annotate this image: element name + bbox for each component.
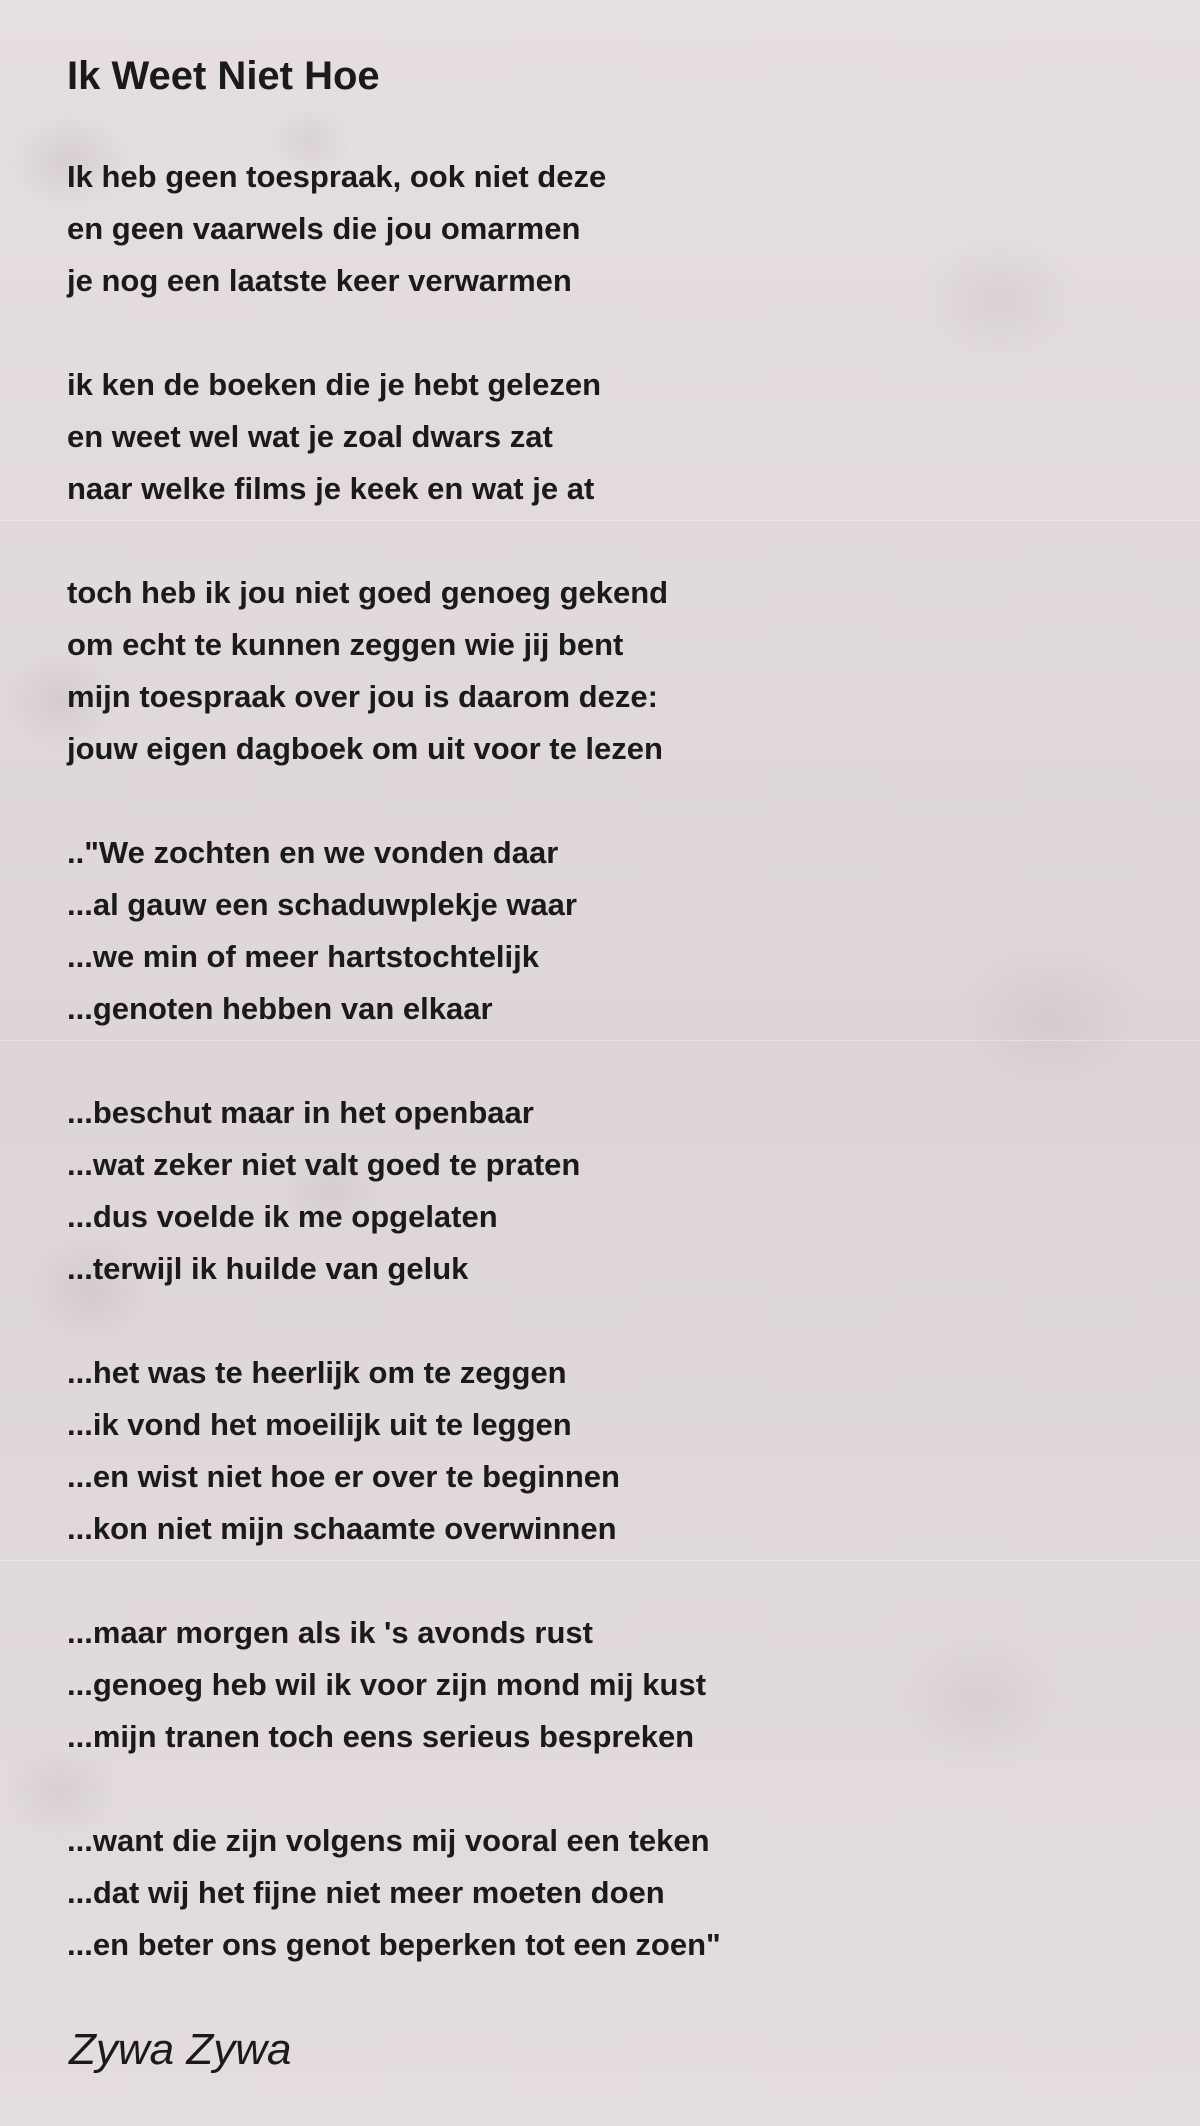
poem-line: om echt te kunnen zeggen wie jij bent: [67, 627, 624, 662]
stanza-4: [67, 827, 1127, 1035]
poem-line: ik ken de boeken die je hebt gelezen: [67, 367, 602, 402]
poem-line: ...beschut maar in het openbaar: [67, 1095, 534, 1130]
poem-line: ...ik vond het moeilijk uit te leggen: [67, 1407, 572, 1442]
poem-line: ...kon niet mijn schaamte overwinnen: [67, 1511, 617, 1546]
poem-line: ...terwijl ik huilde van geluk: [67, 1251, 469, 1286]
stanza-3: [67, 567, 1127, 775]
poem-line: ...dat wij het fijne niet meer moeten doen: [67, 1875, 665, 1910]
poem-line: ...genoeg heb wil ik voor zijn mond mij kust: [67, 1667, 707, 1702]
poem-line: ...maar morgen als ik 's avonds rust: [67, 1615, 593, 1650]
stanza-5: [67, 1087, 1127, 1295]
poem-line: Ik heb geen toespraak, ook niet deze: [67, 159, 607, 194]
poem-line: toch heb ik jou niet goed genoeg gekend: [67, 575, 669, 610]
poem-line: .."We zochten en we vonden daar: [67, 835, 559, 870]
poem-line: ...en wist niet hoe er over te beginnen: [67, 1459, 620, 1494]
poem-line: ...wat zeker niet valt goed te praten: [67, 1147, 581, 1182]
poem-line: ...en beter ons genot beperken tot een zoen": [67, 1927, 721, 1962]
poem-line: mijn toespraak over jou is daarom deze:: [67, 679, 658, 714]
poem-line: naar welke films je keek en wat je at: [67, 471, 595, 506]
poem-line: ...we min of meer hartstochtelijk: [67, 939, 540, 974]
stanza-8: [67, 1815, 1127, 1971]
poem-body: [67, 151, 1127, 2023]
poem-author: Zywa Zywa: [69, 2025, 292, 2074]
stanza-1: [67, 151, 1127, 307]
stanza-2: [67, 359, 1127, 515]
poem-title: Ik Weet Niet Hoe: [67, 54, 380, 98]
poem-line: ...het was te heerlijk om te zeggen: [67, 1355, 567, 1390]
stanza-7: [67, 1607, 1127, 1763]
stanza-6: [67, 1347, 1127, 1555]
poem-line: en geen vaarwels die jou omarmen: [67, 211, 581, 246]
poem-line: je nog een laatste keer verwarmen: [67, 263, 572, 298]
poem-line: ...mijn tranen toch eens serieus bespreken: [67, 1719, 695, 1754]
poem-line: jouw eigen dagboek om uit voor te lezen: [67, 731, 663, 766]
poem-line: ...want die zijn volgens mij vooral een teken: [67, 1823, 710, 1858]
poem-line: en weet wel wat je zoal dwars zat: [67, 419, 553, 454]
poem-line: ...dus voelde ik me opgelaten: [67, 1199, 498, 1234]
poem-line: ...al gauw een schaduwplekje waar: [67, 887, 577, 922]
poem-line: ...genoten hebben van elkaar: [67, 991, 493, 1026]
